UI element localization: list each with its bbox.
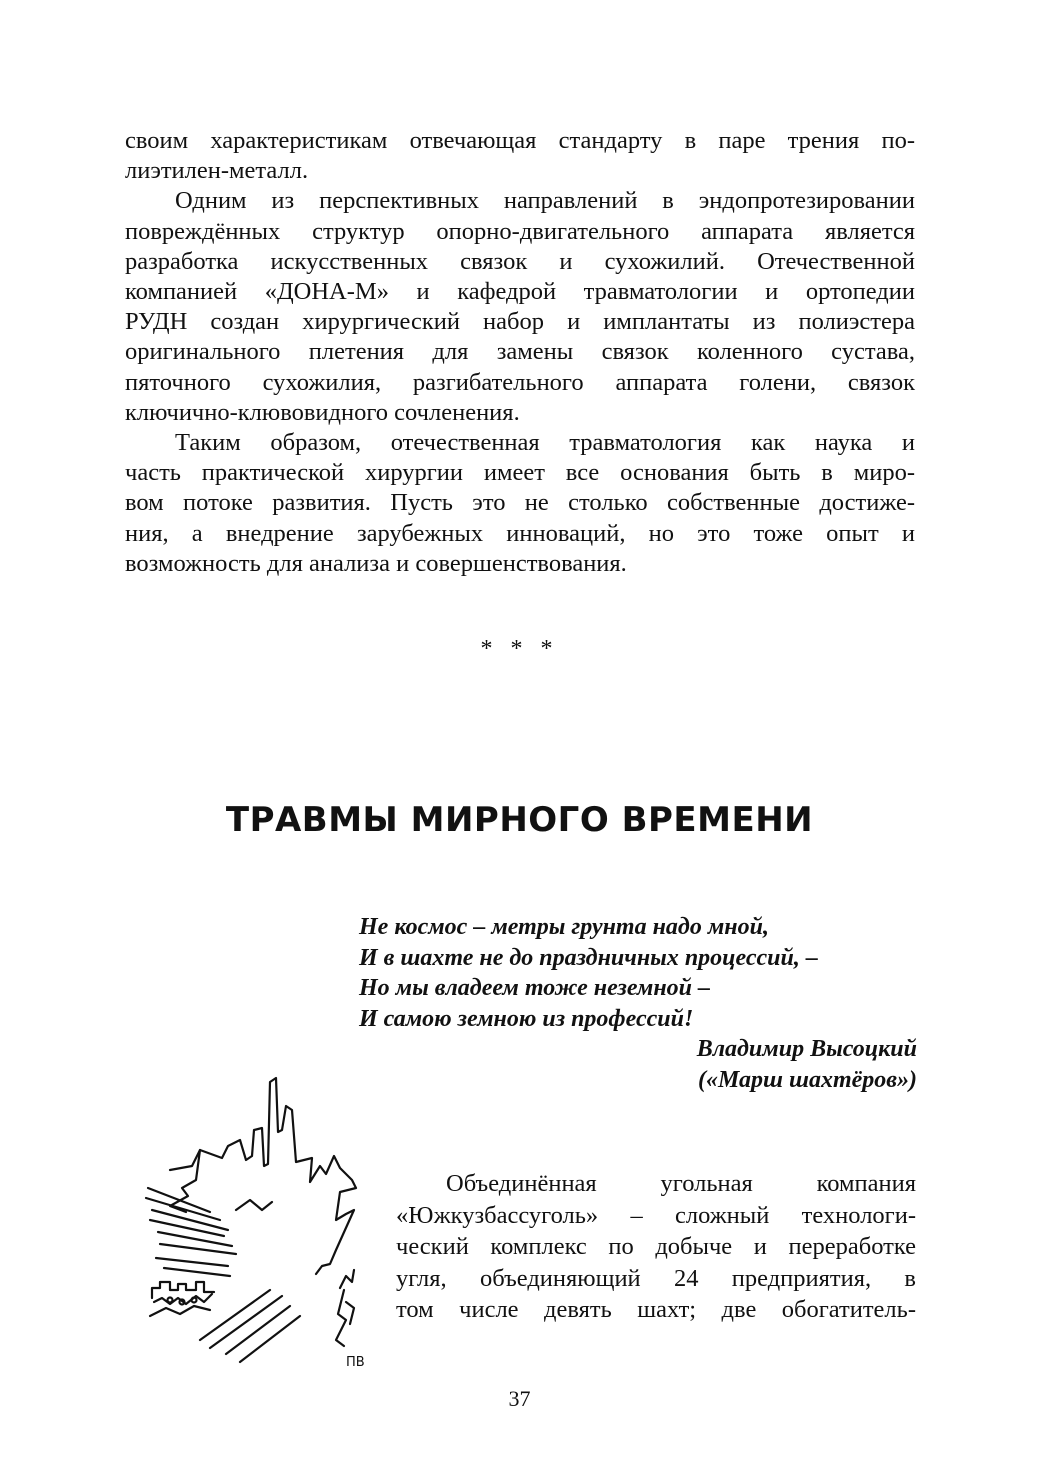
body-text bbox=[125, 126, 915, 579]
epigraph-author: Владимир Высоцкий bbox=[696, 1036, 917, 1062]
text-line: компанией «ДОНА-М» и кафедрой травматологии и ортопедии bbox=[125, 278, 915, 306]
paragraph bbox=[125, 428, 915, 579]
text-line: РУДН создан хирургический набор и имплантаты из полиэстера bbox=[125, 308, 915, 336]
text-line: ния, а внедрение зарубежных инноваций, но это тоже опыт и bbox=[125, 519, 915, 547]
text-line: пяточного сухожилия, разгибательного аппарата голени, связок bbox=[125, 368, 915, 396]
text-line: повреждённых структур опорно-двигательного аппарата является bbox=[125, 217, 915, 245]
text-line: Одним из перспективных направлений в эндопротезировании bbox=[175, 187, 915, 215]
text-line: своим характеристикам отвечающая стандарту в паре трения по- bbox=[125, 127, 915, 154]
text-line: оригинального плетения для замены связок коленного сустава, bbox=[125, 338, 915, 366]
side-paragraph bbox=[396, 1168, 916, 1326]
epigraph-line: Не космос – метры грунта надо мной, bbox=[359, 914, 769, 940]
text-line: часть практической хирургии имеет все основания быть в миро- bbox=[125, 459, 915, 487]
text-line: разработка искусственных связок и сухожилий. Отечественной bbox=[125, 247, 915, 275]
page-number: 37 bbox=[508, 1386, 531, 1411]
text-line: «Южкузбассуголь» – сложный технологи- bbox=[396, 1201, 916, 1229]
text-line: угля, объединяющий 24 предприятия, в bbox=[396, 1264, 916, 1292]
text-line: Объединённая угольная компания bbox=[446, 1170, 916, 1197]
text-line: ческий комплекс по добыче и переработке bbox=[396, 1233, 916, 1260]
text-line: Таким образом, отечественная травматология как наука и bbox=[175, 429, 915, 457]
text-line: вом потоке развития. Пусть это не столько собственные достиже- bbox=[125, 489, 915, 517]
chapter-title: ТРАВМЫ МИРНОГО ВРЕМЕНИ bbox=[225, 800, 814, 840]
paragraph bbox=[125, 186, 915, 428]
epigraph-line: И в шахте не до праздничных процессий, – bbox=[359, 944, 818, 971]
epigraph-line: И самою земною из профессий! bbox=[359, 1005, 694, 1032]
paragraph bbox=[125, 126, 915, 186]
illustration-signature: ПВ bbox=[346, 1355, 365, 1370]
section-separator: * * * bbox=[480, 636, 559, 662]
text-line: том числе девять шахт; две обогатитель- bbox=[396, 1296, 916, 1323]
text-line: возможность для анализа и совершенствования. bbox=[125, 549, 627, 577]
epigraph-source: («Марш шахтёров») bbox=[697, 1066, 917, 1093]
text-line: лиэтилен-металл. bbox=[125, 157, 309, 185]
text-line: ключично-клювовидного сочленения. bbox=[125, 398, 520, 426]
epigraph-line: Но мы владеем тоже неземной – bbox=[359, 975, 710, 1001]
mining-city-sketch-icon bbox=[140, 1070, 380, 1370]
epigraph bbox=[359, 912, 917, 1095]
